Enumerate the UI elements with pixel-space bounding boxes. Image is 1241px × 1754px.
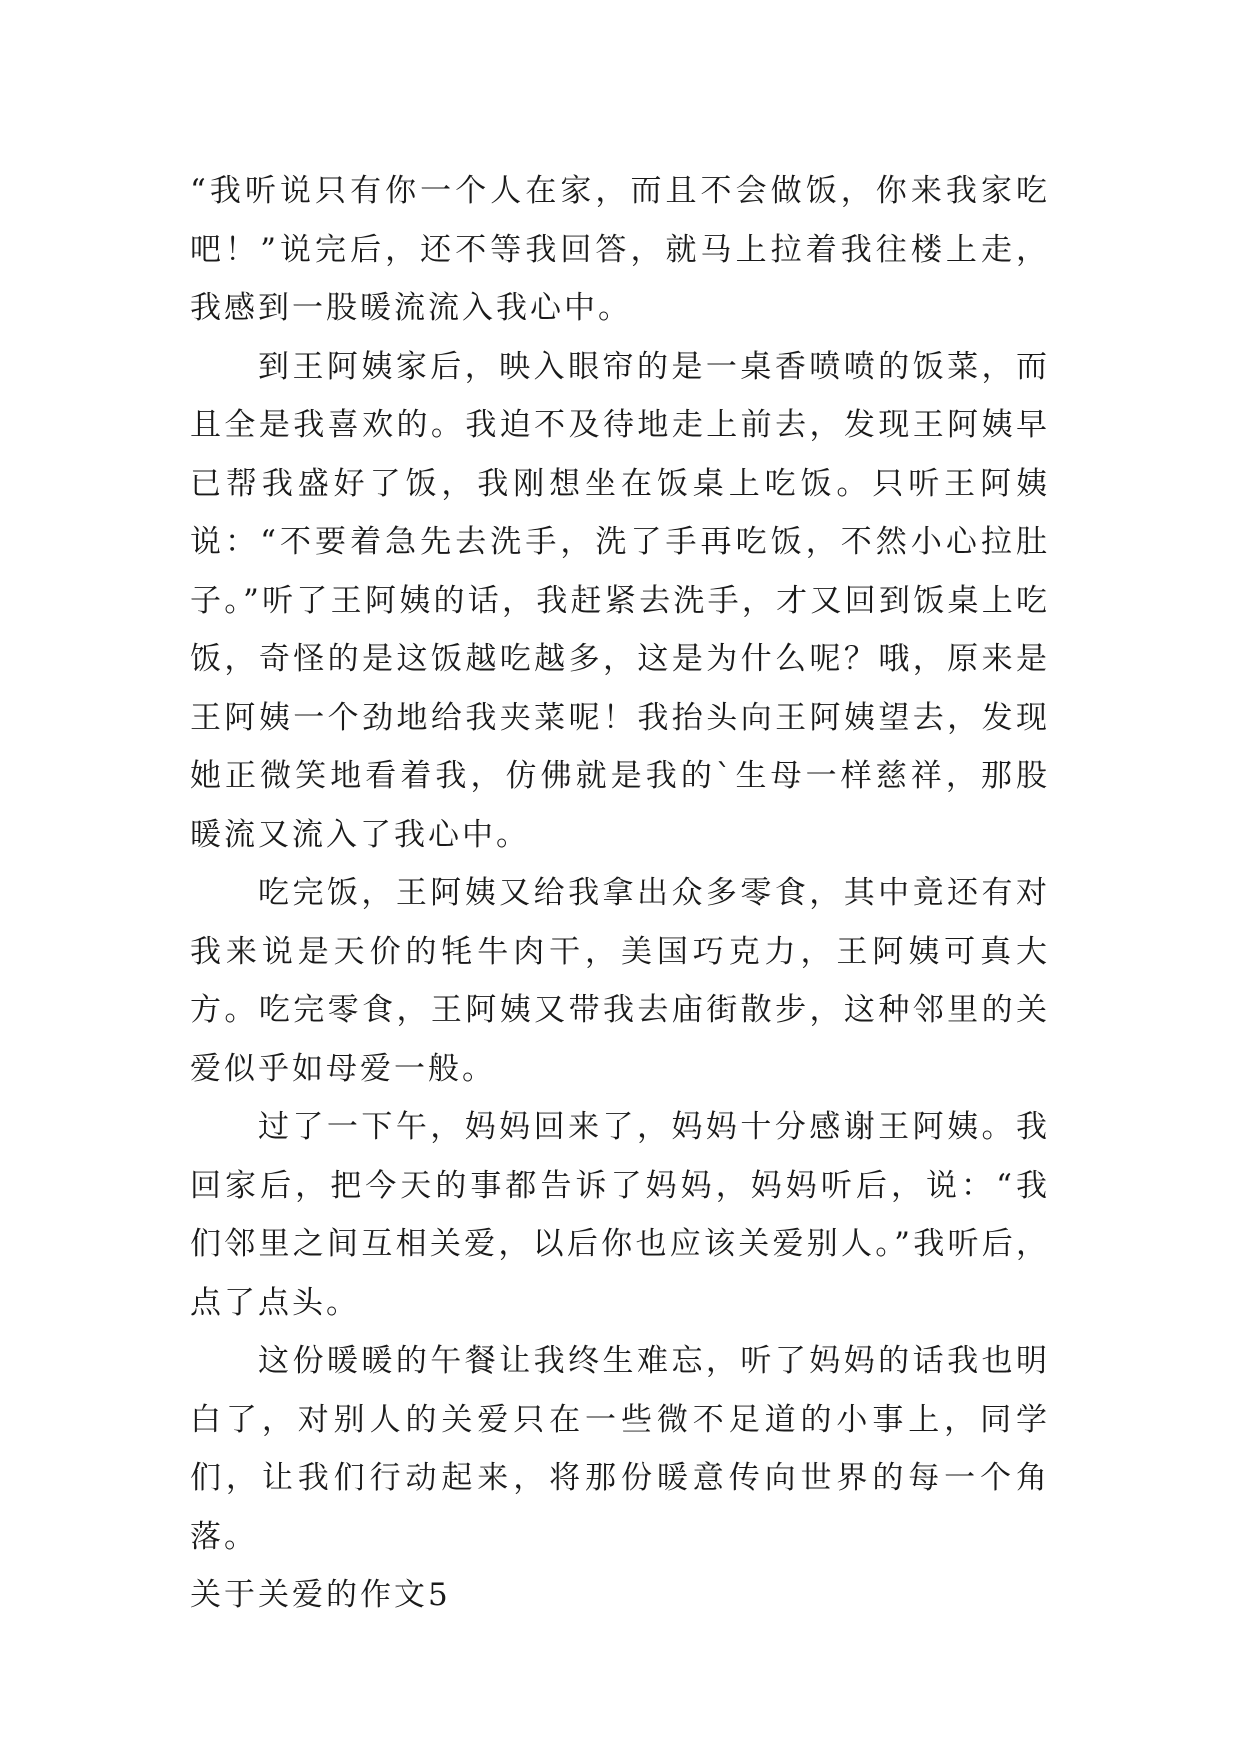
paragraph-5: 这份暖暖的午餐让我终生难忘，听了妈妈的话我也明白了，对别人的关爱只在一些微不足道的小事上，同学们，让我们行动起来，将那份暖意传向世界的每一个角落。 bbox=[190, 1343, 1050, 1555]
section-heading: 关于关爱的作文5 bbox=[190, 1577, 451, 1613]
document-body bbox=[190, 162, 1050, 1625]
paragraph-1: “我听说只有你一个人在家，而且不会做饭，你来我家吃吧！”说完后，还不等我回答，就马上拉着我往楼上走，我感到一股暖流流入我心中。 bbox=[190, 173, 1050, 326]
paragraph-2: 到王阿姨家后，映入眼帘的是一桌香喷喷的饭菜，而且全是我喜欢的。我迫不及待地走上前去，发现王阿姨早已帮我盛好了饭，我刚想坐在饭桌上吃饭。只听王阿姨说：“不要着急先去洗手，洗了手再吃饭，不然小心拉肚子。”听了王阿姨的话，我赶紧去洗手，才又回到饭桌上吃饭，奇怪的是这饭越吃越多，这是为什么呢？哦，原来是王阿姨一个劲地给我夹菜呢！我抬头向王阿姨望去，发现她正微笑地看着我，仿佛就是我的`生母一样慈祥，那股暖流又流入了我心中。 bbox=[190, 348, 1050, 853]
paragraph-3: 吃完饭，王阿姨又给我拿出众多零食，其中竟还有对我来说是天价的牦牛肉干，美国巧克力，王阿姨可真大方。吃完零食，王阿姨又带我去庙街散步，这种邻里的关爱似乎如母爱一般。 bbox=[190, 875, 1050, 1087]
paragraph-4: 过了一下午，妈妈回来了，妈妈十分感谢王阿姨。我回家后，把今天的事都告诉了妈妈，妈妈听后，说：“我们邻里之间互相关爱，以后你也应该关爱别人。”我听后，点了点头。 bbox=[190, 1109, 1050, 1321]
